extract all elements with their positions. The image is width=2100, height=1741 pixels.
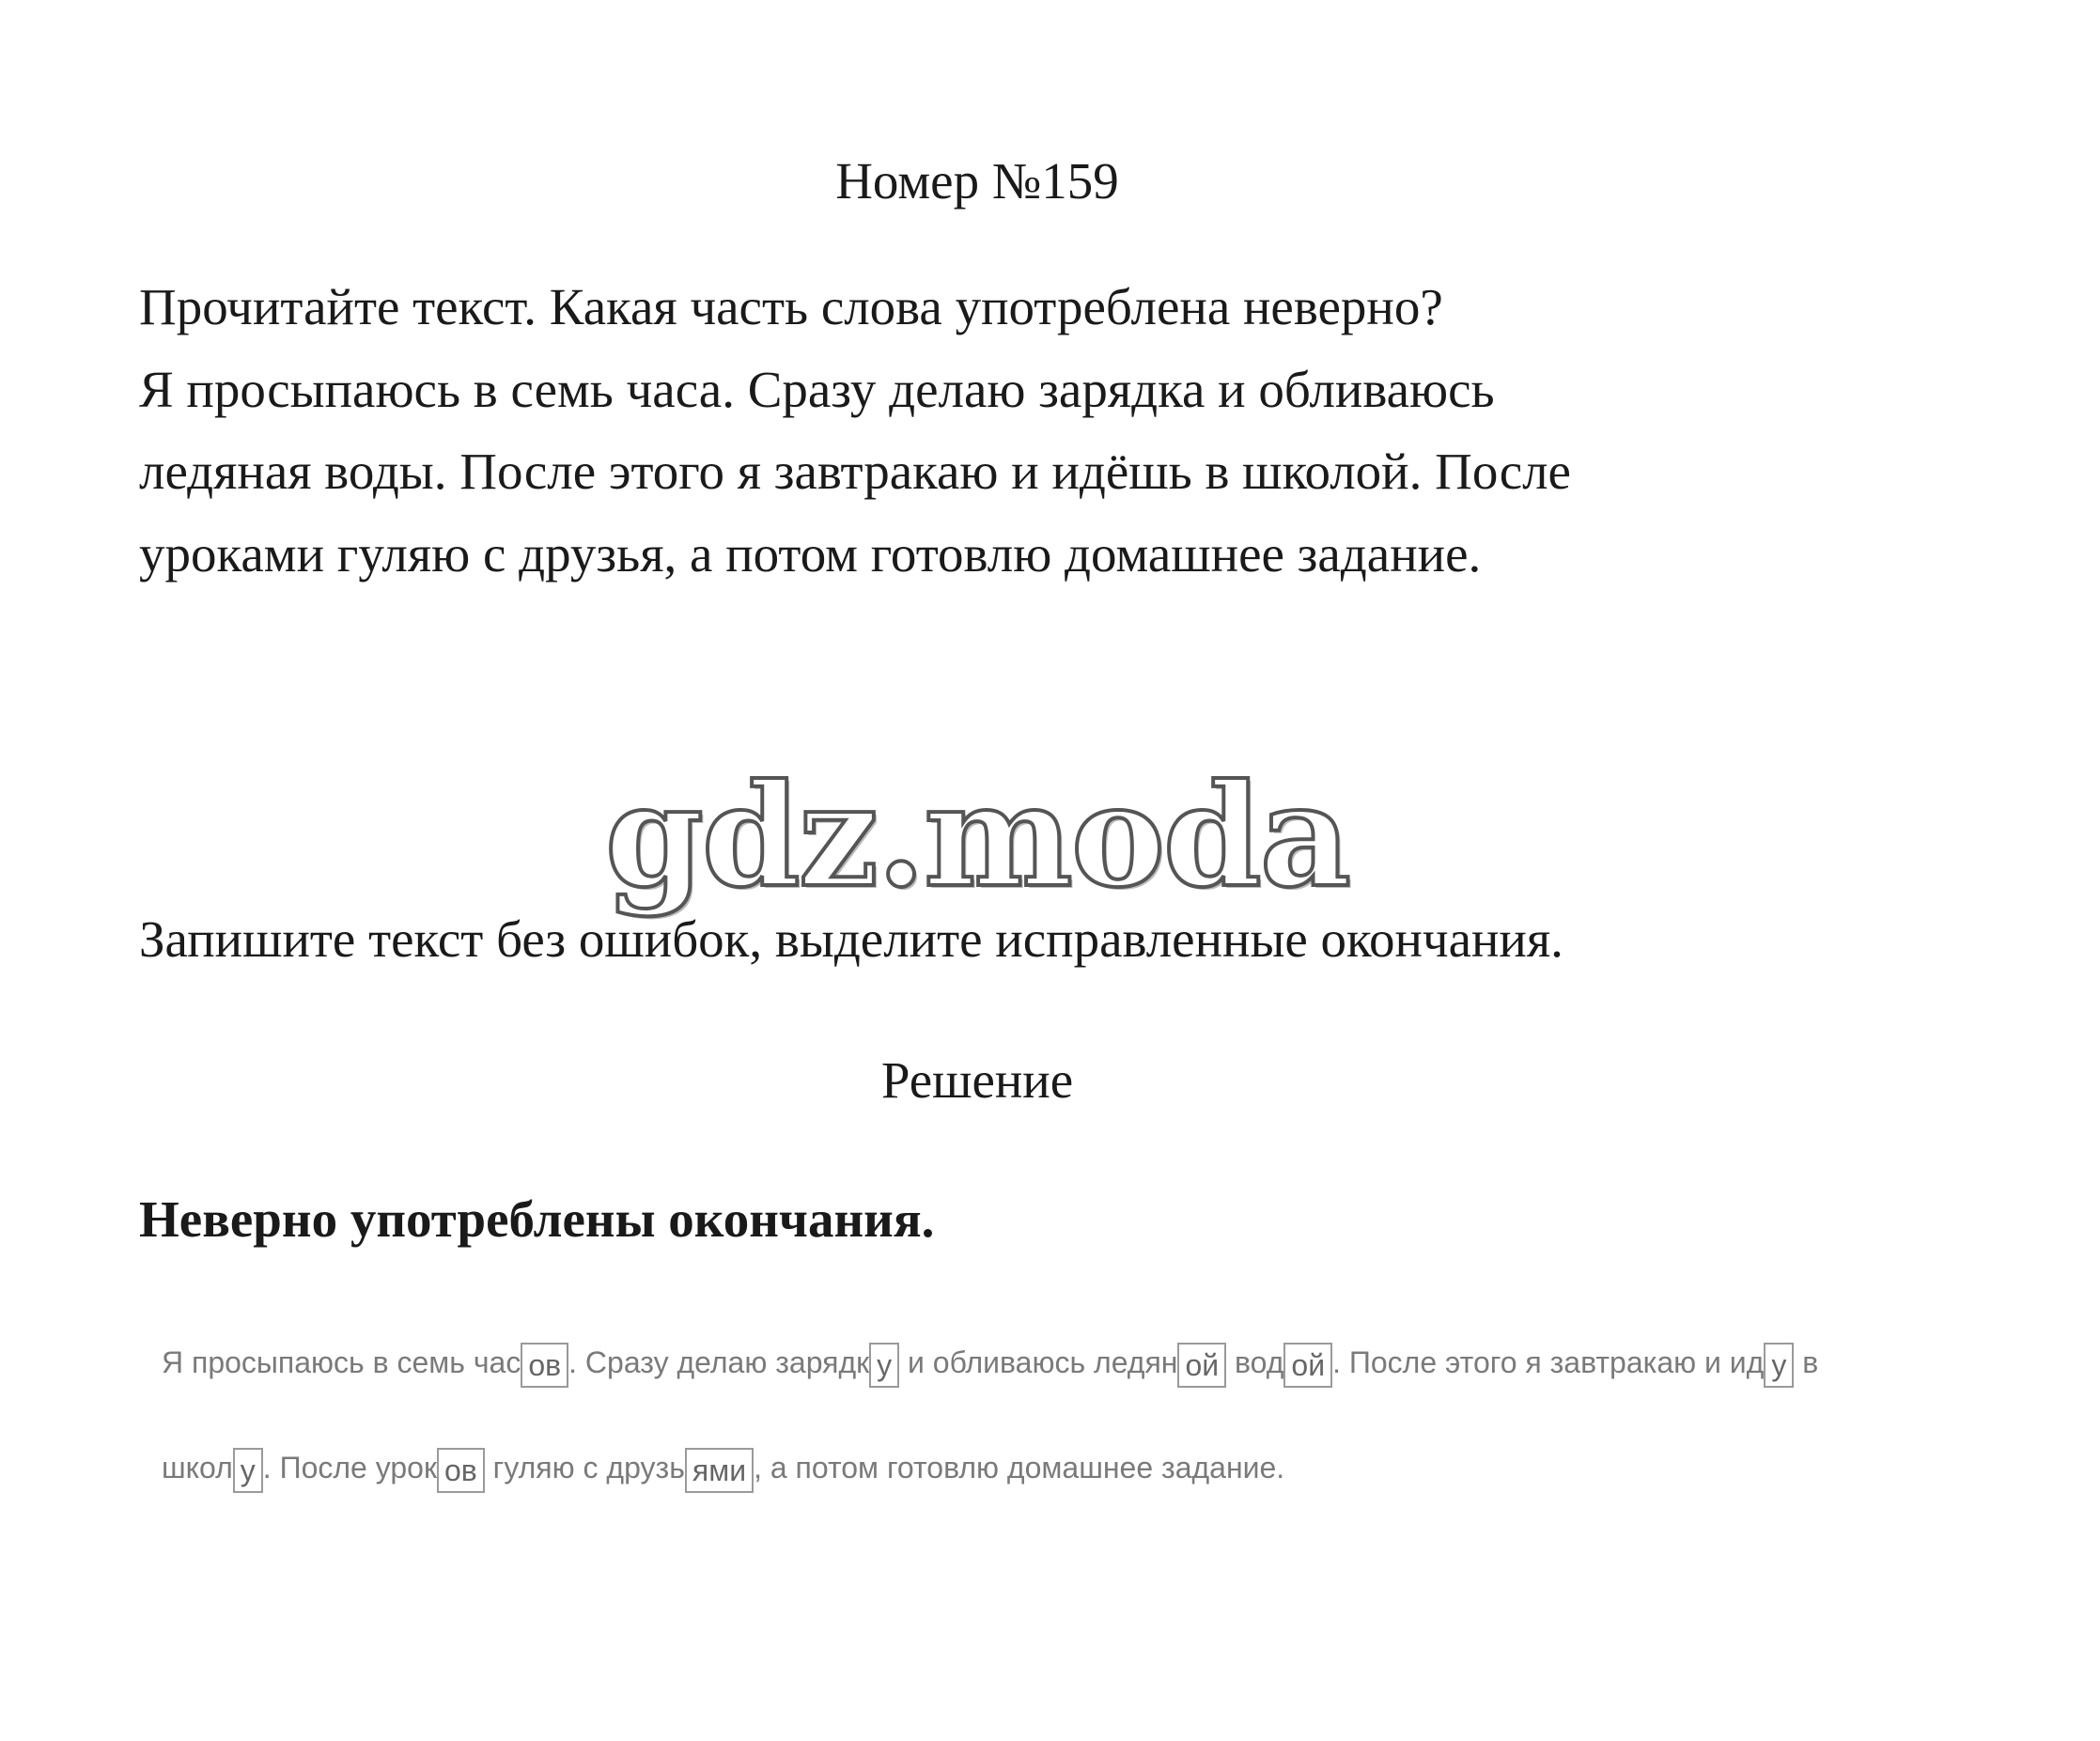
task-line: Прочитайте текст. Какая часть слова употреблена неверно? <box>139 278 1443 335</box>
answer-segment: Я просыпаюсь в семь час <box>162 1345 521 1379</box>
highlighted-ending: ями <box>685 1448 754 1493</box>
highlighted-ending: у <box>233 1448 263 1493</box>
watermark-logo: gdz.moda <box>604 754 1349 919</box>
task-line: Я просыпаюсь в семь часа. Сразу делаю зарядка и обливаюсь <box>139 360 1495 418</box>
answer-segment: школ <box>162 1451 233 1485</box>
answer-line <box>162 1334 2003 1391</box>
solution-heading: Решение <box>880 1051 1074 1109</box>
highlighted-ending: у <box>1764 1343 1794 1388</box>
page-title: Номер №159 <box>835 152 1119 210</box>
task-line: ледяная воды. После этого я завтракаю и идёшь в школой. После <box>139 443 1571 500</box>
answer-segment: , а потом готовлю домашнее задание. <box>754 1451 1285 1485</box>
highlighted-ending: ой <box>1283 1343 1332 1388</box>
answer-segment: . После урок <box>262 1451 437 1485</box>
answer-segment: вод <box>1226 1345 1284 1379</box>
answer-segment: гуляю с друзь <box>484 1451 685 1485</box>
answer-line <box>162 1439 2003 1496</box>
task-line: уроками гуляю с друзья, а потом готовлю домашнее задание. <box>139 524 1482 583</box>
highlighted-ending: ов <box>521 1343 568 1388</box>
answer-segment: . После этого я завтракаю и ид <box>1332 1345 1765 1379</box>
answer-segment: в <box>1794 1345 1819 1379</box>
answer-subheading: Неверно употреблены окончания. <box>139 1190 935 1248</box>
instruction-text: Запишите текст без ошибок, выделите исправленные окончания. <box>139 910 1563 968</box>
answer-segment: и обливаюсь ледян <box>899 1345 1178 1379</box>
task-text <box>139 266 2018 595</box>
highlighted-ending: у <box>869 1343 899 1388</box>
highlighted-ending: ов <box>437 1448 485 1493</box>
highlighted-ending: ой <box>1177 1343 1226 1388</box>
answer-segment: . Сразу делаю зарядк <box>568 1345 870 1379</box>
answer-text <box>162 1334 2003 1545</box>
